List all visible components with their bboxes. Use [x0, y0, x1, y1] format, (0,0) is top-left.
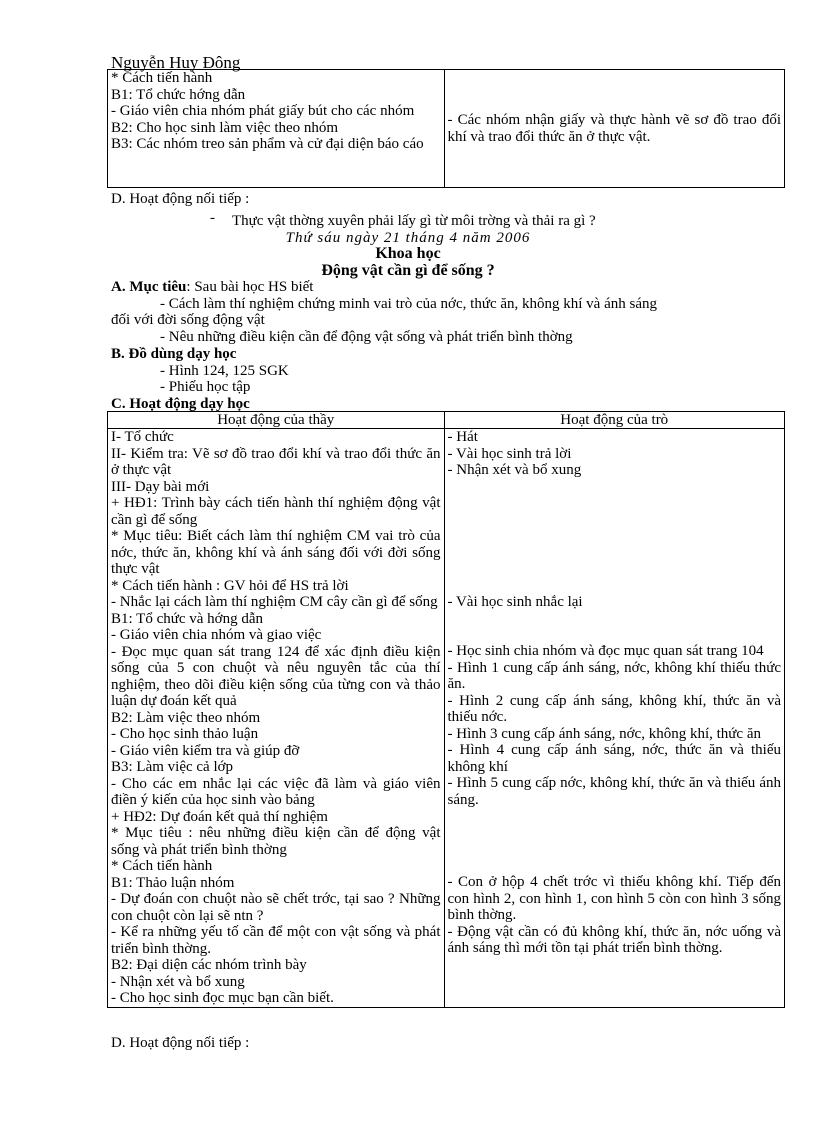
objectives-intro: : Sau bài học HS biết [186, 279, 314, 295]
teacher-line: - Nhắc lại cách làm thí nghiệm CM cây cần gì để sống [111, 594, 438, 610]
student-line: - Hình 2 cung cấp ánh sáng, không khí, thức ăn và thiếu nớc. [447, 692, 781, 725]
next-activity-heading: D. Hoạt động nối tiếp : [111, 191, 250, 207]
procedure-line: B3: Các nhóm treo sản phẩm và cử đại diện báo cáo [111, 136, 424, 152]
material-item: - Phiếu học tập [160, 379, 251, 395]
teacher-line: * Mục tiêu : nêu những điều kiện cần để động vật sống và phát triển bình thờng [111, 825, 441, 858]
student-line: - Học sinh chia nhóm và đọc mục quan sát trang 104 [447, 643, 764, 659]
material-item: - Hình 124, 125 SGK [160, 363, 289, 379]
teacher-line: * Mục tiêu: Biết cách làm thí nghiệm CM vai trò của nớc, thức ăn, không khí và ánh sáng đối với đời sống thực vật [111, 528, 441, 577]
teacher-line: - Cho học sinh đọc mục bạn cần biết. [111, 990, 334, 1006]
student-line: - Vài học sinh nhắc lại [447, 593, 583, 610]
teacher-line: B3: Làm việc cả lớp [111, 759, 234, 775]
teacher-line: * Cách tiến hành [111, 858, 213, 874]
teacher-line: II- Kiểm tra: Vẽ sơ đồ trao đổi khí và trao đổi thức ăn ở thực vật [111, 445, 441, 478]
teacher-line: - Dự đoán con chuột nào sẽ chết trớc, tại sao ? Những con chuột còn lại sẽ ntn ? [111, 891, 441, 924]
teacher-line: - Kể ra những yếu tố cần để một con vật sống và phát triển bình thờng. [111, 924, 441, 957]
teacher-line: B1: Thảo luận nhóm [111, 874, 235, 891]
student-line: - Hình 5 cung cấp nớc, không khí, thức ăn và thiếu ánh sáng. [447, 775, 781, 808]
materials-heading: B. Đồ dùng dạy học [111, 346, 237, 362]
teacher-line: - Giáo viên kiểm tra và giúp đỡ [111, 742, 300, 759]
teacher-line: + HĐ2: Dự đoán kết quả thí nghiệm [111, 808, 328, 825]
activities-heading: C. Hoạt động dạy học [111, 396, 250, 412]
objectives-line [111, 279, 313, 296]
lesson-title: Động vật cần gì để sống ? [321, 262, 495, 279]
teacher-line: B2: Đại diện các nhóm trình bày [111, 957, 307, 973]
subject-title: Khoa học [375, 245, 441, 262]
objective-item: - Nêu những điều kiện cần để động vật sống và phát triển bình thờng [160, 329, 573, 345]
student-activities-cell [444, 429, 785, 1008]
student-line: - Hình 1 cung cấp ánh sáng, nớc, không khí thiếu thức ăn. [447, 659, 781, 692]
student-line: - Hình 3 cung cấp ánh sáng, nớc, không khí, thức ăn [447, 725, 761, 742]
author-name: Nguyễn Huy Đông [111, 53, 241, 72]
procedure-student-cell: - Các nhóm nhận giấy và thực hành vẽ sơ đồ trao đổi khí và trao đổi thức ăn ở thực vật. [444, 70, 785, 188]
student-line: - Con ở hộp 4 chết trớc vì thiếu không khí. Tiếp đến con hình 2, con hình 1, con hình 5 còn con hình 3 sống bình thờng. [447, 874, 781, 923]
objectives-heading: A. Mục tiêu [111, 279, 187, 295]
teacher-line: - Giáo viên chia nhóm và giao việc [111, 627, 322, 643]
teacher-line: - Cho học sinh thảo luận [111, 726, 259, 742]
teacher-line: + HĐ1: Trình bày cách tiến hành thí nghiệm động vật cần gì để sống [111, 495, 441, 528]
next-activity-item: Thực vật thờng xuyên phải lấy gì từ môi trờng và thải ra gì ? [232, 213, 596, 229]
next-activity-heading-2: D. Hoạt động nối tiếp : [111, 1035, 250, 1051]
student-line: - Hát [447, 429, 478, 445]
teacher-line: - Đọc mục quan sát trang 124 để xác định điều kiện sống của 5 con chuột và nêu nguyên tắc của thí nghiệm, theo dõi điều kiện sống của từng con và thảo luận dự đoán kết quả [111, 643, 441, 709]
teacher-line: B1: Tổ chức và hớng dẫn [111, 610, 264, 627]
lesson-date: Thứ sáu ngày 21 tháng 4 năm 2006 [285, 230, 531, 246]
teacher-line: III- Dạy bài mới [111, 478, 210, 495]
student-line: - Nhận xét và bổ xung [447, 462, 582, 478]
procedure-table [107, 69, 785, 188]
objective-item: - Cách làm thí nghiệm chứng minh vai trò của nớc, thức ăn, không khí và ánh sáng [160, 296, 657, 312]
teacher-line: - Cho các em nhắc lại các việc đã làm và giáo viên điền ý kiến của học sinh vào bảng [111, 775, 441, 808]
procedure-line: - Giáo viên chia nhóm phát giấy bút cho các nhóm [111, 103, 415, 119]
student-line: - Vài học sinh trả lời [447, 445, 572, 462]
student-line: - Hình 4 cung cấp ánh sáng, nớc, thức ăn và thiếu không khí [447, 742, 781, 775]
student-line: - Động vật cần có đủ không khí, thức ăn, nớc uống và ánh sáng thì mới tồn tại phát triển bình thờng. [447, 923, 781, 956]
activities-table [107, 411, 785, 1008]
procedure-teacher-cell [108, 70, 445, 188]
procedure-line: B1: Tổ chức hớng dẫn [111, 86, 246, 103]
teacher-line: I- Tổ chức [111, 429, 174, 445]
teacher-line: - Nhận xét và bổ xung [111, 973, 245, 990]
procedure-line: B2: Cho học sinh làm việc theo nhóm [111, 119, 339, 136]
student-column-header: Hoạt động của trò [444, 412, 785, 429]
procedure-line: * Cách tiến hành [111, 70, 213, 86]
teacher-column-header: Hoạt động của thầy [108, 412, 445, 429]
bullet-dash: - [210, 210, 215, 226]
teacher-activities-cell [108, 429, 445, 1008]
objective-item: đối với đời sống động vật [111, 312, 265, 328]
teacher-line: B2: Làm việc theo nhóm [111, 709, 261, 726]
teacher-line: * Cách tiến hành : GV hỏi để HS trả lời [111, 577, 349, 594]
